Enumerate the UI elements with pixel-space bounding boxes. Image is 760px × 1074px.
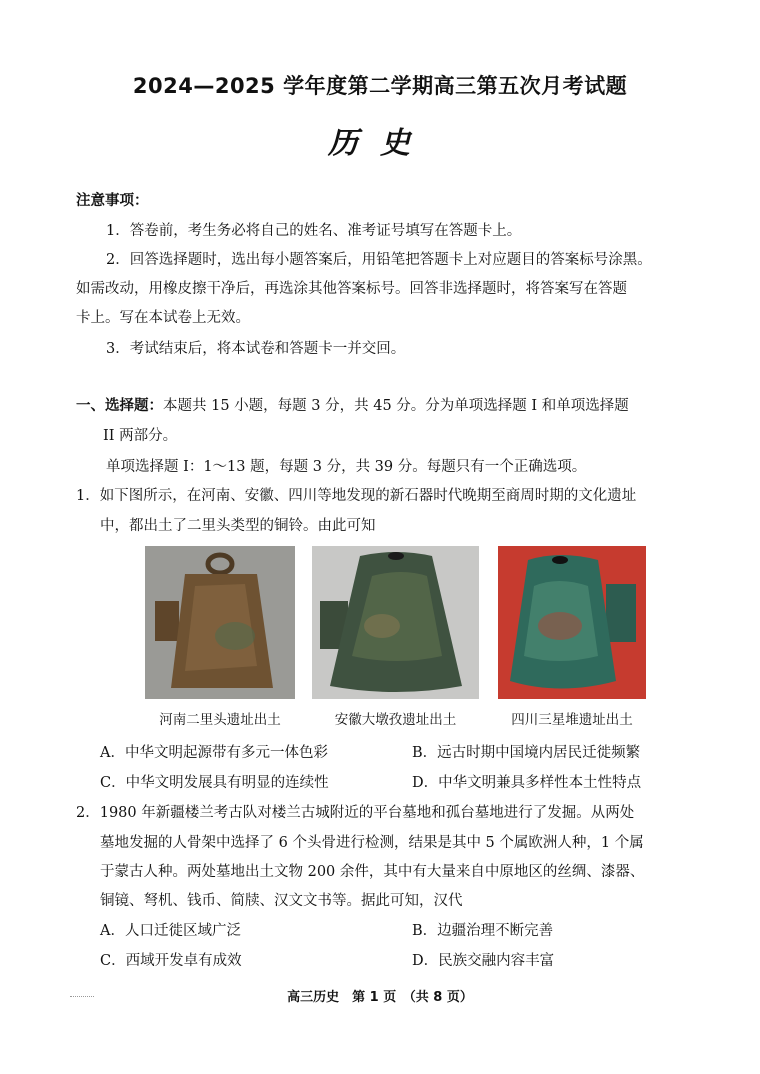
q2-option-d: D．民族交融内容丰富: [412, 953, 555, 969]
q2-stem-line-1: 2．1980 年新疆楼兰考古队对楼兰古城附近的平台墓地和孤台墓地进行了发掘。从两处: [76, 805, 635, 821]
q1-stem-line-1: 1．如下图所示，在河南、安徽、四川等地发现的新石器时代晚期至商周时期的文化遗址: [76, 488, 637, 504]
q2-option-a: A．人口迁徙区域广泛: [100, 923, 241, 939]
note-item-2-cont: 如需改动，用橡皮擦干净后，再选涂其他答案标号。回答非选择题时，将答案写在答题: [76, 281, 627, 297]
q1-option-a: A．中华文明起源带有多元一体色彩: [100, 745, 328, 761]
exam-title: 2024—2025 学年度第二学期高三第五次月考试题: [132, 74, 628, 98]
q1-stem-line-2: 中，都出土了二里头类型的铜铃。由此可知: [100, 518, 376, 534]
q1-option-c: C．中华文明发展具有明显的连续性: [100, 775, 329, 791]
caption-erlitou: 河南二里头遗址出土: [159, 712, 281, 728]
section-1-desc: 本题共 15 小题，每题 3 分，共 45 分。分为单项选择题 I 和单项选择题: [163, 398, 629, 414]
q2-stem-line-4: 铜镜、弩机、钱币、简牍、汉文文书等。据此可知，汉代: [100, 893, 463, 909]
caption-dadunzi: 安徽大墩孜遗址出土: [334, 712, 457, 728]
section-1-label: 一、选择题：: [76, 398, 163, 414]
note-item-2: 2．回答选择题时，选出每小题答案后，用铅笔把答题卡上对应题目的答案标号涂黑。: [106, 252, 652, 268]
bell-photo-erlitou: [145, 546, 295, 699]
page-footer: 高三历史 第 1 页 （共 8 页）: [287, 990, 473, 1005]
section-1-desc-cont: II 两部分。: [103, 428, 178, 444]
q1-option-b: B．远古时期中国境内居民迁徙频繁: [412, 745, 641, 761]
q1-option-d: D．中华文明兼具多样性本土性特点: [412, 775, 642, 791]
section-1-sub-desc: 单项选择题 I：1～13 题，每题 3 分，共 39 分。每题只有一个正确选项。: [106, 459, 587, 475]
note-item-1: 1．答卷前，考生务必将自己的姓名、准考证号填写在答题卡上。: [106, 223, 522, 239]
caption-sanxingdui: 四川三星堆遗址出土: [511, 712, 633, 728]
bell-sanxingdui-icon: [498, 546, 646, 699]
section-1-header: [76, 394, 629, 415]
notes-heading: 注意事项：: [76, 193, 149, 209]
q2-option-c: C．西域开发卓有成效: [100, 953, 242, 969]
q2-stem-line-3: 于蒙古人种。两处墓地出土文物 200 余件，其中有大量来自中原地区的丝绸、漆器、: [100, 864, 645, 880]
bell-erlitou-icon: [145, 546, 295, 699]
note-item-3: 3．考试结束后，将本试卷和答题卡一并交回。: [106, 341, 406, 357]
note-item-2-end: 卡上。写在本试卷上无效。: [76, 310, 250, 326]
q2-stem-line-2: 墓地发掘的人骨架中选择了 6 个头骨进行检测，结果是其中 5 个属欧洲人种，1 个属: [100, 835, 644, 851]
bell-dadunzi-icon: [312, 546, 479, 699]
bell-photo-dadunzi: [312, 546, 479, 699]
q2-option-b: B．边疆治理不断完善: [412, 923, 554, 939]
subject-title: 历史: [328, 126, 432, 161]
bell-photo-sanxingdui: [498, 546, 646, 699]
